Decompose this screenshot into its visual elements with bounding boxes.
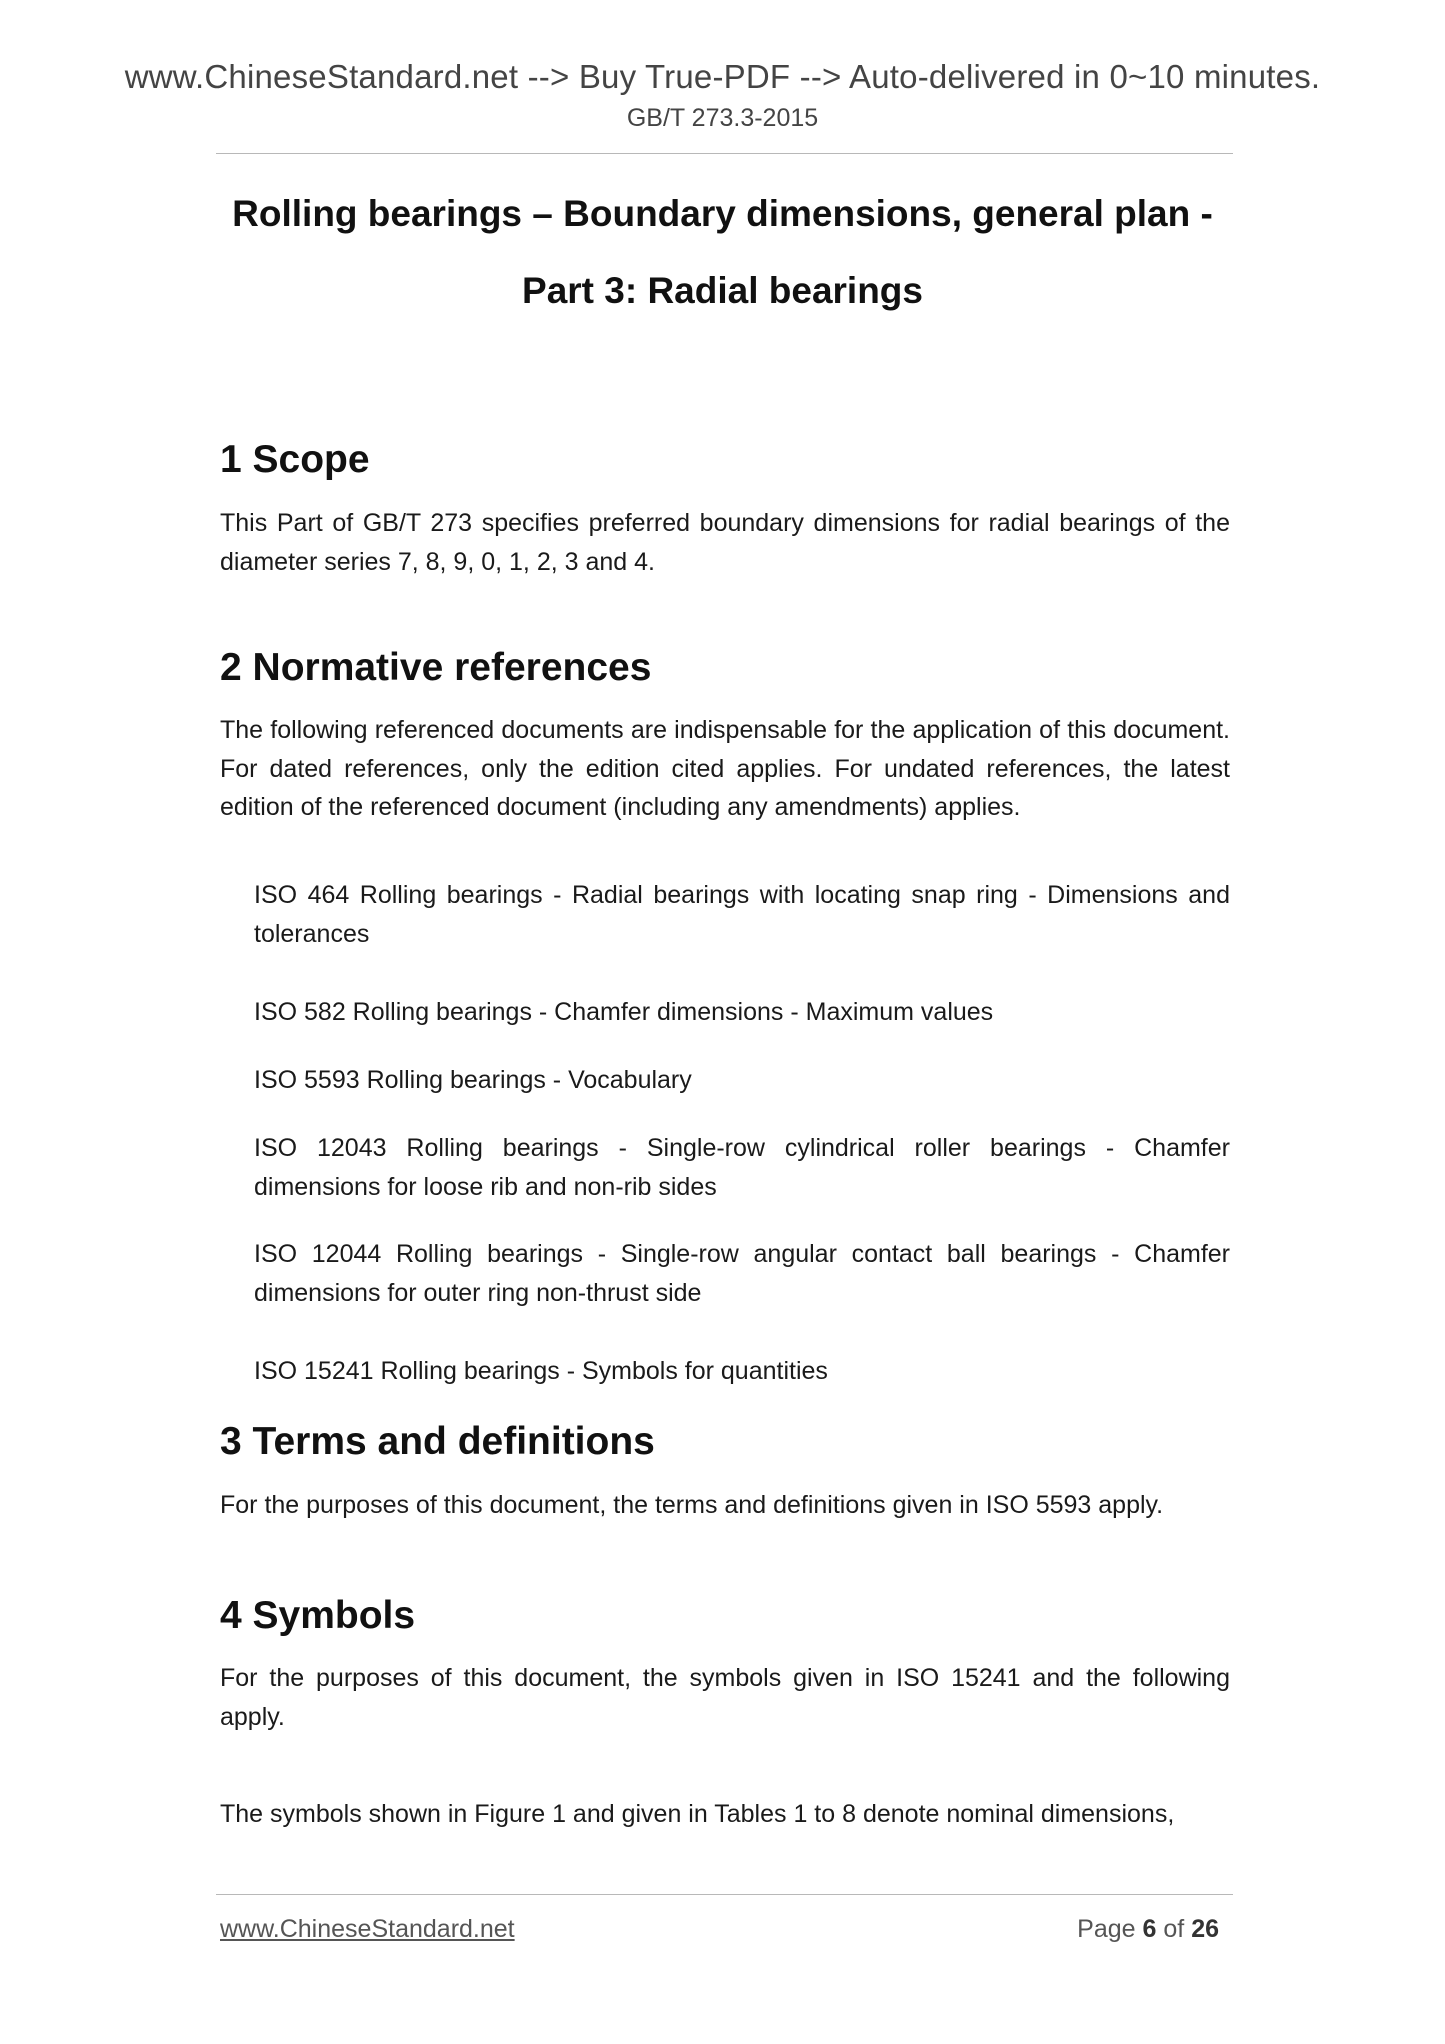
page-of: of	[1163, 1915, 1185, 1943]
header-standard-code: GB/T 273.3-2015	[626, 104, 819, 132]
reference-item: ISO 12043 Rolling bearings - Single-row cylindrical roller bearings - Chamfer dimensions for loose rib and non-rib sides	[254, 1134, 1230, 1201]
document-title-line2: Part 3: Radial bearings	[522, 270, 923, 311]
terms-definitions-paragraph: For the purposes of this document, the terms and definitions given in ISO 5593 apply.	[220, 1491, 1164, 1519]
header-divider	[216, 153, 1233, 154]
header-banner: www.ChineseStandard.net --> Buy True-PDF --> Auto-delivered in 0~10 minutes.	[124, 58, 1321, 95]
symbols-paragraph: For the purposes of this document, the symbols given in ISO 15241 and the following apply.	[220, 1664, 1230, 1731]
symbols-paragraph-continued: The symbols shown in Figure 1 and given in Tables 1 to 8 denote nominal dimensions,	[220, 1800, 1175, 1828]
section-heading-terms-definitions: 3 Terms and definitions	[220, 1420, 655, 1463]
reference-item: ISO 15241 Rolling bearings - Symbols for quantities	[254, 1357, 828, 1385]
scope-paragraph: This Part of GB/T 273 specifies preferred boundary dimensions for radial bearings of the diameter series 7, 8, 9, 0, 1, 2, 3 and 4.	[220, 509, 1230, 576]
page-prefix: Page	[1077, 1915, 1136, 1943]
reference-item: ISO 464 Rolling bearings - Radial bearings with locating snap ring - Dimensions and tolerances	[254, 881, 1230, 948]
section-heading-symbols: 4 Symbols	[220, 1594, 416, 1637]
section-heading-scope: 1 Scope	[220, 438, 370, 481]
reference-item: ISO 12044 Rolling bearings - Single-row angular contact ball bearings - Chamfer dimensions for outer ring non-thrust side	[254, 1240, 1230, 1307]
section-heading-normative-references: 2 Normative references	[220, 646, 652, 689]
page-number	[1077, 1915, 1219, 1944]
page-current: 6	[1142, 1915, 1157, 1943]
footer-site-link[interactable]: www.ChineseStandard.net	[220, 1915, 515, 1943]
normative-references-paragraph: The following referenced documents are indispensable for the application of this document. For dated references, only the edition cited applies. For undated references, the latest edition of the referenced document (including any amendments) applies.	[220, 716, 1230, 821]
page-total: 26	[1191, 1915, 1219, 1943]
reference-item: ISO 5593 Rolling bearings - Vocabulary	[254, 1066, 692, 1094]
reference-item: ISO 582 Rolling bearings - Chamfer dimensions - Maximum values	[254, 998, 994, 1026]
footer-divider	[216, 1894, 1233, 1895]
document-title-line1: Rolling bearings – Boundary dimensions, general plan -	[232, 193, 1213, 234]
